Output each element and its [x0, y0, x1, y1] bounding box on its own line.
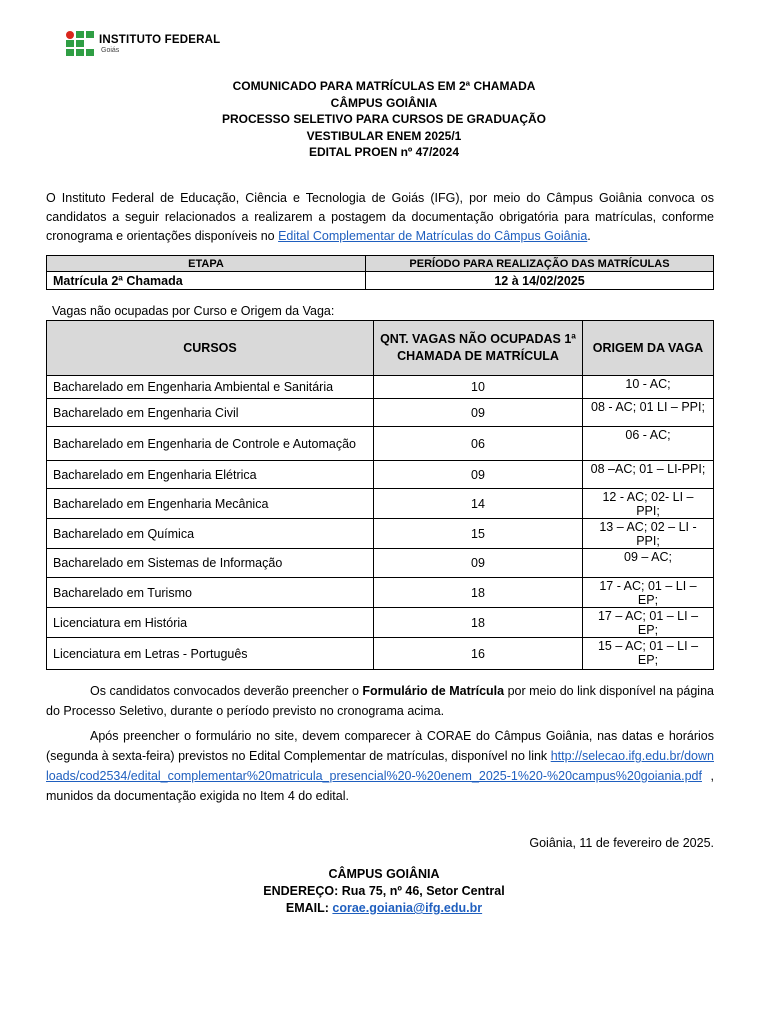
periodo-header: PERÍODO PARA REALIZAÇÃO DAS MATRÍCULAS [366, 256, 714, 272]
table-row [47, 427, 714, 461]
qnt-cell: 09 [374, 399, 583, 427]
curso-cell: Bacharelado em Engenharia Elétrica [47, 461, 374, 489]
curso-cell: Bacharelado em Sistemas de Informação [47, 549, 374, 578]
schedule-header-row [47, 256, 714, 272]
table-row [47, 638, 714, 670]
origem-cell: 09 – AC; [583, 549, 714, 578]
header-line-4: VESTIBULAR ENEM 2025/1 [306, 128, 462, 143]
table-row [47, 461, 714, 489]
footer-campus: CÂMPUS GOIÂNIA [328, 867, 440, 881]
origem-cell: 08 - AC; 01 LI – PPI; [583, 399, 714, 427]
p2-after: , munidos da documentação exigida no Item 4 do edital. [46, 769, 714, 803]
origem-cell: 17 - AC; 01 – LI – EP; [583, 578, 714, 608]
qnt-cell: 15 [374, 519, 583, 549]
table-row [47, 519, 714, 549]
document-footer [0, 866, 768, 917]
origem-cell: 08 –AC; 01 – LI-PPI; [583, 461, 714, 489]
instructions-paragraph [46, 681, 714, 721]
ifg-logo-mark-icon [66, 31, 96, 57]
schedule-row [47, 272, 714, 290]
table-row [47, 578, 714, 608]
qnt-cell: 16 [374, 638, 583, 670]
table-row [47, 399, 714, 427]
formulario-de-matricula: Formulário de Matrícula [362, 684, 505, 698]
qnt-cell: 09 [374, 461, 583, 489]
vagas-label: Vagas não ocupadas por Curso e Origem da Vaga: [52, 304, 335, 318]
schedule-table [46, 255, 714, 290]
document-header [0, 78, 768, 161]
courses-header-row [47, 321, 714, 376]
table-row [47, 549, 714, 578]
qnt-cell: 09 [374, 549, 583, 578]
header-line-1: COMUNICADO PARA MATRÍCULAS EM 2ª CHAMADA [232, 79, 536, 93]
corae-paragraph [46, 726, 714, 806]
edital-complementar-link[interactable]: Edital Complementar de Matrículas do Câmpus Goiânia [278, 229, 588, 243]
curso-cell: Licenciatura em História [47, 608, 374, 638]
curso-cell: Bacharelado em Engenharia de Controle e Automação [47, 427, 374, 461]
header-line-5: EDITAL PROEN nº 47/2024 [309, 145, 459, 159]
etapa-header: ETAPA [47, 256, 366, 272]
intro-text: O Instituto Federal de Educação, Ciência e Tecnologia de Goiás (IFG), por meio do Câmpus Goiânia convoca os candidatos a seguir relacionados a realizarem a postagem da documentação obrigatória para matrículas, conforme cronograma e orientações disponíveis no [46, 191, 714, 243]
etapa-cell: Matrícula 2ª Chamada [47, 272, 366, 290]
origem-cell: 10 - AC; [583, 376, 714, 399]
header-line-3: PROCESSO SELETIVO PARA CURSOS DE GRADUAÇÃO [221, 112, 547, 126]
footer-address: ENDEREÇO: Rua 75, nº 46, Setor Central [263, 884, 505, 898]
qnt-cell: 14 [374, 489, 583, 519]
origem-cell: 12 - AC; 02- LI – PPI; [583, 489, 714, 519]
footer-email-line [0, 900, 768, 917]
edital-pdf-link[interactable]: http://selecao.ifg.edu.br/downloads/cod2534/edital_complementar%20matricula_presencial%20-%20enem_2025-1%20-%20campus%20goiania.pdf [46, 749, 714, 783]
table-row [47, 608, 714, 638]
p2-before: Após preencher o formulário no site, devem comparecer à CORAE do Câmpus Goiânia, nas datas e horários (segunda à sexta-feira) previstos no Edital Complementar de matrículas, disponível no link [46, 729, 714, 763]
qnt-cell: 18 [374, 608, 583, 638]
table-row [47, 489, 714, 519]
cursos-header: CURSOS [47, 321, 374, 376]
qnt-vagas-header: QNT. VAGAS NÃO OCUPADAS 1ª CHAMADA DE MATRÍCULA [374, 321, 583, 376]
email-link[interactable]: corae.goiania@ifg.edu.br [332, 901, 483, 915]
logo-title: INSTITUTO FEDERAL [99, 34, 221, 46]
origem-header: ORIGEM DA VAGA [583, 321, 714, 376]
logo-subtitle: Goiás [101, 47, 120, 54]
header-line-2: CÂMPUS GOIÂNIA [330, 95, 438, 110]
origem-cell: 13 – AC; 02 – LI - PPI; [583, 519, 714, 549]
document-date: Goiânia, 11 de fevereiro de 2025. [529, 836, 714, 850]
p1-after: por meio do link disponível na página do Processo Seletivo, durante o período previsto no cronograma acima. [46, 684, 714, 718]
courses-table [46, 320, 714, 670]
curso-cell: Bacharelado em Engenharia Mecânica [47, 489, 374, 519]
qnt-cell: 10 [374, 376, 583, 399]
table-row [47, 376, 714, 399]
qnt-cell: 06 [374, 427, 583, 461]
qnt-cell: 18 [374, 578, 583, 608]
origem-cell: 17 – AC; 01 – LI – EP; [583, 608, 714, 638]
curso-cell: Bacharelado em Engenharia Ambiental e Sanitária [47, 376, 374, 399]
curso-cell: Bacharelado em Engenharia Civil [47, 399, 374, 427]
origem-cell: 06 - AC; [583, 427, 714, 461]
curso-cell: Bacharelado em Turismo [47, 578, 374, 608]
email-label: EMAIL: [285, 901, 333, 915]
origem-cell: 15 – AC; 01 – LI – EP; [583, 638, 714, 670]
periodo-cell: 12 à 14/02/2025 [366, 272, 714, 290]
intro-paragraph [46, 189, 714, 246]
p1-before: Os candidatos convocados deverão preencher o [90, 684, 363, 698]
intro-end: . [587, 229, 591, 243]
curso-cell: Bacharelado em Química [47, 519, 374, 549]
curso-cell: Licenciatura em Letras - Português [47, 638, 374, 670]
